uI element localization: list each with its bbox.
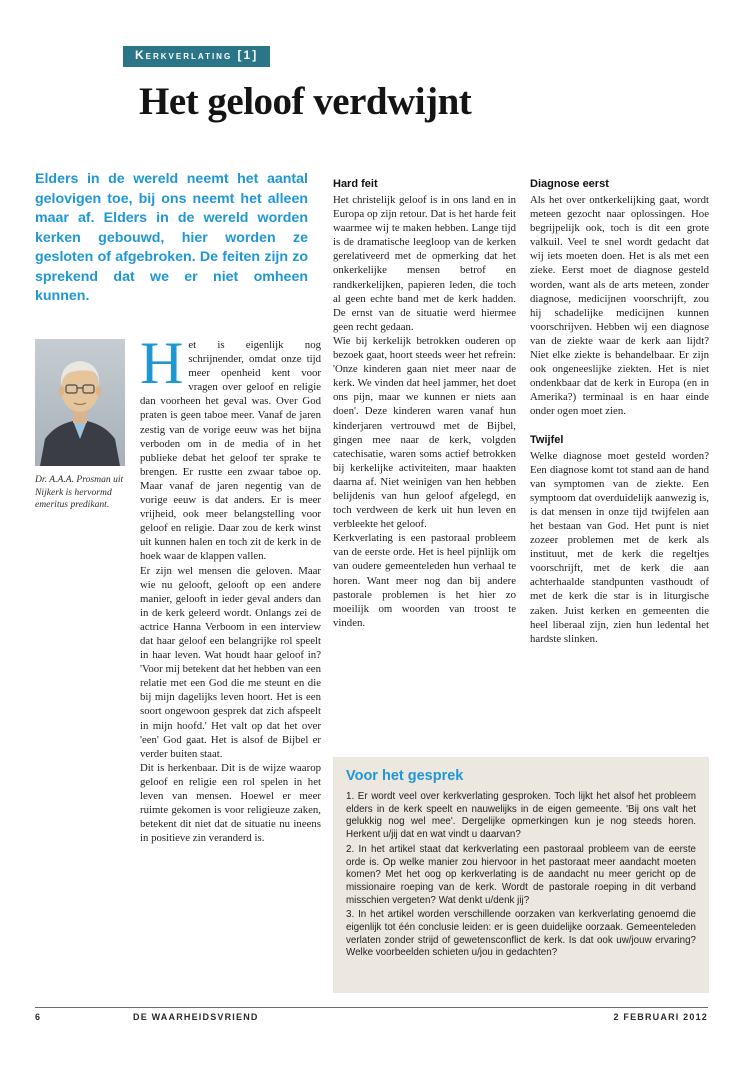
body-column-3 — [530, 177, 709, 646]
article-title: Het geloof verdwijnt — [139, 80, 472, 123]
body-paragraph: Er zijn wel mensen die geloven. Maar wie nu gelooft, gelooft op een andere manier, gelooft in ieder geval anders dan in de kerk geleerd wordt. Onlangs zei de actrice Hanna Verboom in een interview dat haar geloof een belangrijke rol speelt in haar leven. Wat houdt haar geloof in? 'Voor mij betekent dat het hebben van een relatie met een God die me steunt en die bij mijn dagelijks leven hoort. Het is een soort ongewoon gesprek dat zich afspeelt in mijn hoofd.' Het valt op dat het over 'een' God gaat. Het is alsof de Bijbel er verder buiten staat. — [140, 564, 321, 760]
body-paragraph: Dit is herkenbaar. Dit is de wijze waarop geloof en religie een rol spelen in het leven van mensen. Hoewel er meer ruimte gekomen is voor religieuze zaken, betekent dit niet dat de situatie nu ineens in positieve zin veranderd is. — [140, 761, 321, 845]
drop-cap: H — [140, 330, 184, 396]
footer-divider — [35, 1007, 708, 1008]
page-number: 6 — [35, 1012, 42, 1022]
article-intro: Elders in de wereld neemt het aantal gelovigen toe, bij ons neemt het alleen maar af. Elders in de wereld worden kerken gebouwd, hier worden ze gesloten of afgebroken. De feiten zijn zo sprekend dat we er niet omheen kunnen. — [35, 171, 308, 304]
discussion-question-2: 2. In het artikel staat dat kerkverlating een pastoraal probleem van de eerste orde is. Op welke manier zou hiervoor in het pastoraat meer aandacht moeten komen? Met het oog op kerkverlating is de aandacht nu meer gericht op de missionaire roeping van de kerk. Wordt de pastorale roeping in dit verband misschien vergeten? Wat denkt u/denk jij? — [346, 843, 696, 906]
author-photo — [35, 339, 125, 466]
discussion-box-title: Voor het gesprek — [346, 768, 464, 784]
section-badge-label: Kerkverlating [1] — [135, 48, 259, 62]
photo-caption: Dr. A.A.A. Prosman uit Nijkerk is hervormd emeritus predikant. — [35, 474, 124, 510]
discussion-box — [333, 757, 709, 993]
body-paragraph — [140, 330, 321, 564]
magazine-name: DE WAARHEIDSVRIEND — [133, 1012, 259, 1022]
body-paragraph: Welke diagnose moet gesteld worden? Een diagnose komt tot stand aan de hand van symptomen van de ziekte. Een symptoom dat overduidelijk aanwezig is, is dat mensen in onze tijd twijfelen aan het bestaan van God. Het punt is niet zozeer problemen met de kerk als instituut, met de kerk die regeltjes voorschrijft, met de kerk die aan achterhaalde standpunten vasthoudt of met de kerk die star is in liturgische zaken. Juist kerken en gemeenten die heel liberaal zijn, zien hun ledental het hardste slinken. — [530, 449, 709, 645]
page-footer — [35, 1012, 708, 1028]
body-text: et is eigenlijk nog schrijnender, omdat onze tijd meer openheid kent voor vragen over geloof en religie dan voorheen het geval was. Over God praten is geen taboe meer. Vanaf de jaren zestig van de vorige eeuw was het bijna verboden om in de media of in het publieke debat het geloof ter sprake te brengen. Er rustte een zwaar taboe op. Maar vanaf de jaren negentig van de vorige eeuw is dat anders. Er is meer vrijheid, ook meer belangstelling voor geloof en religie. Daar zou de kerk winst uit kunnen halen en toch zit de kerk in de hoek waar de klappen vallen. — [140, 339, 321, 563]
section-heading-hard-feit: Hard feit — [333, 178, 378, 190]
discussion-question-1: 1. Er wordt veel over kerkverlating gesproken. Toch lijkt het alsof het probleem elders in de kerk speelt en nauwelijks in de eigen gemeente. 'Bij ons valt het gelukkig nog wel mee'. Dergelijke opmerkingen kun je nog steeds horen. Herkent u/jij dat en wat vindt u daarvan? — [346, 791, 696, 841]
body-paragraph: Het christelijk geloof is in ons land en in Europa op zijn retour. Dat is het harde feit waarmee wij te maken hebben. Lange tijd is de dramatische leegloop van de kerken gerelativeerd met de opmerking dat het onkerkelijke mensen betrof en randkerkelijken, papieren leden, die toch al geen echte band met de kerk hadden. De ernst van de situatie werd hiermee geen recht gedaan. — [333, 194, 516, 333]
body-paragraph: Als het over ontkerkelijking gaat, wordt meteen gezocht naar oplossingen. Hoe begrijpelijk ook, toch is dit een grote valkuil. Veel te snel wordt gedacht dat wij iets moeten doen. Het is als met een zieke. Eerst moet de diagnose gesteld worden, want als de arts meteen, zonder diagnose, medicijnen voorschrijft, zou hij schadelijke medicijnen kunnen voorschrijven. Hebben wij een diagnose van de ziekte waar de kerk aan lijdt? Niet elke ziekte is behandelbaar. Er zijn ook ongeneeslijke ziekten. Het is niet ondenkbaar dat de kerk in Europa (en in Amerika?) terminaal is en haar einde onder ogen moet zien. — [530, 194, 709, 418]
issue-date: 2 FEBRUARI 2012 — [613, 1012, 708, 1022]
section-heading-diagnose-eerst: Diagnose eerst — [530, 178, 609, 190]
section-badge — [123, 46, 270, 67]
body-column-1 — [140, 330, 321, 845]
body-paragraph: Kerkverlating is een pastoraal probleem van de eerste orde. Het is heel pijnlijk om van oudere gemeenteleden hun verhaal te horen. Want meer nog dan bij andere pastorale problemen is het hier zo moeilijk om woorden van troost te vinden. — [333, 532, 516, 629]
section-heading-twijfel: Twijfel — [530, 433, 564, 446]
author-portrait-graphic — [35, 339, 125, 466]
discussion-question-3: 3. In het artikel worden verschillende oorzaken van kerkverlating genoemd die eigenlijk tot één conclusie leiden: er is geen duidelijke oorzaak. Gemeenteleden verlaten zonder strijd of gewetensconflict de kerk. Is dat ook uw/jouw ervaring? Welke voorbeelden schieten u/jou in gedachten? — [346, 909, 696, 959]
body-column-2 — [333, 177, 516, 630]
body-paragraph: Wie bij kerkelijk betrokken ouderen op bezoek gaat, hoort steeds weer het refrein: 'Onze kinderen gaan niet meer naar de kerk. We vinden dat heel jammer, het doet ons pijn, maar we kunnen er niets aan doen'. Deze kinderen waren vanaf hun kinderjaren vertrouwd met de Bijbel, gingen mee naar de kerk, volgden catechisatie, waren soms actief betrokken bij kerkelijke activiteiten, maar haakten daarna af. Niet weinigen van hen hebben belijdenis van hun geloof afgelegd, en toch verdween de kerk uit hun leven en verbleekte het geloof. — [333, 334, 516, 531]
